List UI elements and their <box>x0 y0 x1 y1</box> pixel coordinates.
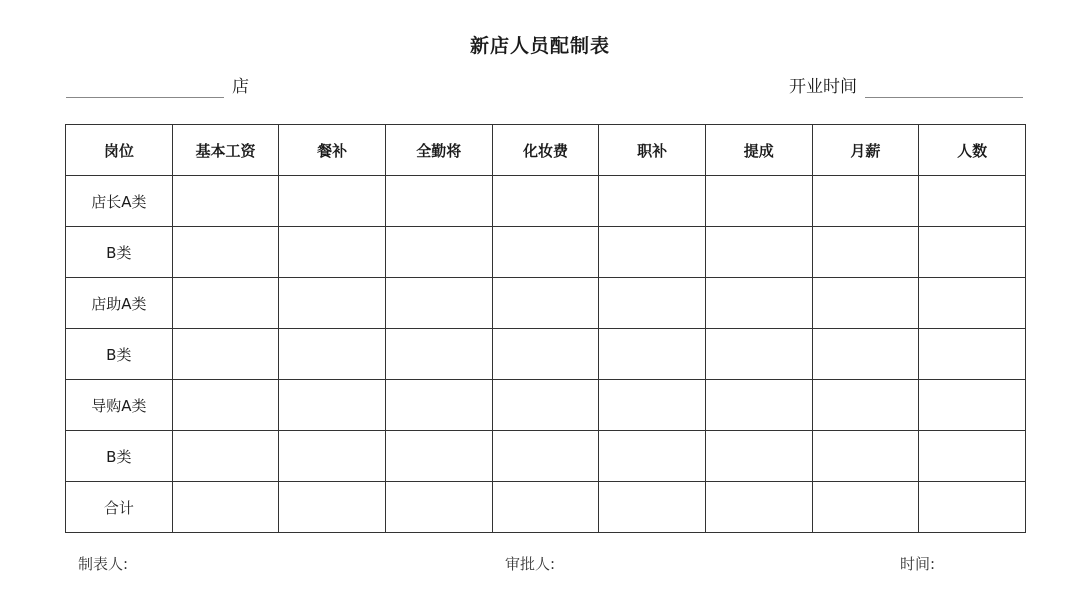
table-cell[interactable] <box>172 176 279 227</box>
table-cell[interactable] <box>812 329 919 380</box>
column-header: 岗位 <box>66 125 173 176</box>
table-cell[interactable] <box>492 482 599 533</box>
row-label: 店助A类 <box>66 278 173 329</box>
table-cell[interactable] <box>385 227 492 278</box>
column-header: 化妆费 <box>492 125 599 176</box>
table-row <box>66 482 1026 533</box>
table-cell[interactable] <box>385 329 492 380</box>
table-cell[interactable] <box>705 176 812 227</box>
table-cell[interactable] <box>492 329 599 380</box>
row-label: 店长A类 <box>66 176 173 227</box>
table-row <box>66 278 1026 329</box>
table-cell[interactable] <box>492 176 599 227</box>
table-cell[interactable] <box>385 431 492 482</box>
table-cell[interactable] <box>919 431 1026 482</box>
table-cell[interactable] <box>279 482 386 533</box>
row-label: 合计 <box>66 482 173 533</box>
table-cell[interactable] <box>812 482 919 533</box>
table-cell[interactable] <box>492 278 599 329</box>
table-cell[interactable] <box>385 380 492 431</box>
table-cell[interactable] <box>279 431 386 482</box>
column-header: 全勤将 <box>385 125 492 176</box>
row-label: B类 <box>66 329 173 380</box>
table-cell[interactable] <box>172 431 279 482</box>
table-cell[interactable] <box>705 227 812 278</box>
maker-label: 制表人: <box>78 555 129 573</box>
table-cell[interactable] <box>279 329 386 380</box>
table-cell[interactable] <box>172 380 279 431</box>
table-cell[interactable] <box>919 329 1026 380</box>
approver-label: 审批人: <box>505 555 556 573</box>
table-cell[interactable] <box>599 329 706 380</box>
table-cell[interactable] <box>492 431 599 482</box>
table-cell[interactable] <box>599 176 706 227</box>
table-cell[interactable] <box>919 227 1026 278</box>
table-row <box>66 227 1026 278</box>
table-cell[interactable] <box>705 482 812 533</box>
table-cell[interactable] <box>812 278 919 329</box>
table-row <box>66 329 1026 380</box>
date-label: 时间: <box>900 555 936 573</box>
table-row <box>66 176 1026 227</box>
column-header: 人数 <box>919 125 1026 176</box>
table-cell[interactable] <box>385 176 492 227</box>
table-cell[interactable] <box>919 380 1026 431</box>
table-cell[interactable] <box>279 278 386 329</box>
table-cell[interactable] <box>705 278 812 329</box>
table-cell[interactable] <box>385 278 492 329</box>
column-header: 提成 <box>705 125 812 176</box>
table-cell[interactable] <box>599 227 706 278</box>
table-cell[interactable] <box>172 227 279 278</box>
column-header: 月薪 <box>812 125 919 176</box>
table-cell[interactable] <box>492 380 599 431</box>
open-time-label: 开业时间 <box>789 77 857 97</box>
table-header-row <box>66 125 1026 176</box>
table-cell[interactable] <box>705 431 812 482</box>
row-label: B类 <box>66 431 173 482</box>
table-cell[interactable] <box>599 431 706 482</box>
column-header: 餐补 <box>279 125 386 176</box>
table-cell[interactable] <box>599 482 706 533</box>
table-cell[interactable] <box>279 227 386 278</box>
table-cell[interactable] <box>812 176 919 227</box>
column-header: 基本工资 <box>172 125 279 176</box>
table-cell[interactable] <box>172 278 279 329</box>
table-cell[interactable] <box>492 227 599 278</box>
table-row <box>66 431 1026 482</box>
column-header: 职补 <box>599 125 706 176</box>
table-cell[interactable] <box>172 482 279 533</box>
table-cell[interactable] <box>919 278 1026 329</box>
table-cell[interactable] <box>279 380 386 431</box>
table-row <box>66 380 1026 431</box>
table-cell[interactable] <box>385 482 492 533</box>
table-cell[interactable] <box>599 278 706 329</box>
table-cell[interactable] <box>919 176 1026 227</box>
table-cell[interactable] <box>812 380 919 431</box>
store-suffix-label: 店 <box>232 77 249 97</box>
table-cell[interactable] <box>919 482 1026 533</box>
row-label: B类 <box>66 227 173 278</box>
table-cell[interactable] <box>172 329 279 380</box>
store-name-field[interactable] <box>66 75 224 98</box>
table-cell[interactable] <box>812 227 919 278</box>
table-cell[interactable] <box>705 380 812 431</box>
row-label: 导购A类 <box>66 380 173 431</box>
table-cell[interactable] <box>705 329 812 380</box>
table-cell[interactable] <box>812 431 919 482</box>
table-cell[interactable] <box>279 176 386 227</box>
open-time-field[interactable] <box>865 75 1023 98</box>
store-name-line <box>66 72 249 98</box>
table-cell[interactable] <box>599 380 706 431</box>
open-time-line <box>789 72 1023 98</box>
staffing-table <box>65 124 1026 533</box>
form-title: 新店人员配制表 <box>469 35 610 57</box>
